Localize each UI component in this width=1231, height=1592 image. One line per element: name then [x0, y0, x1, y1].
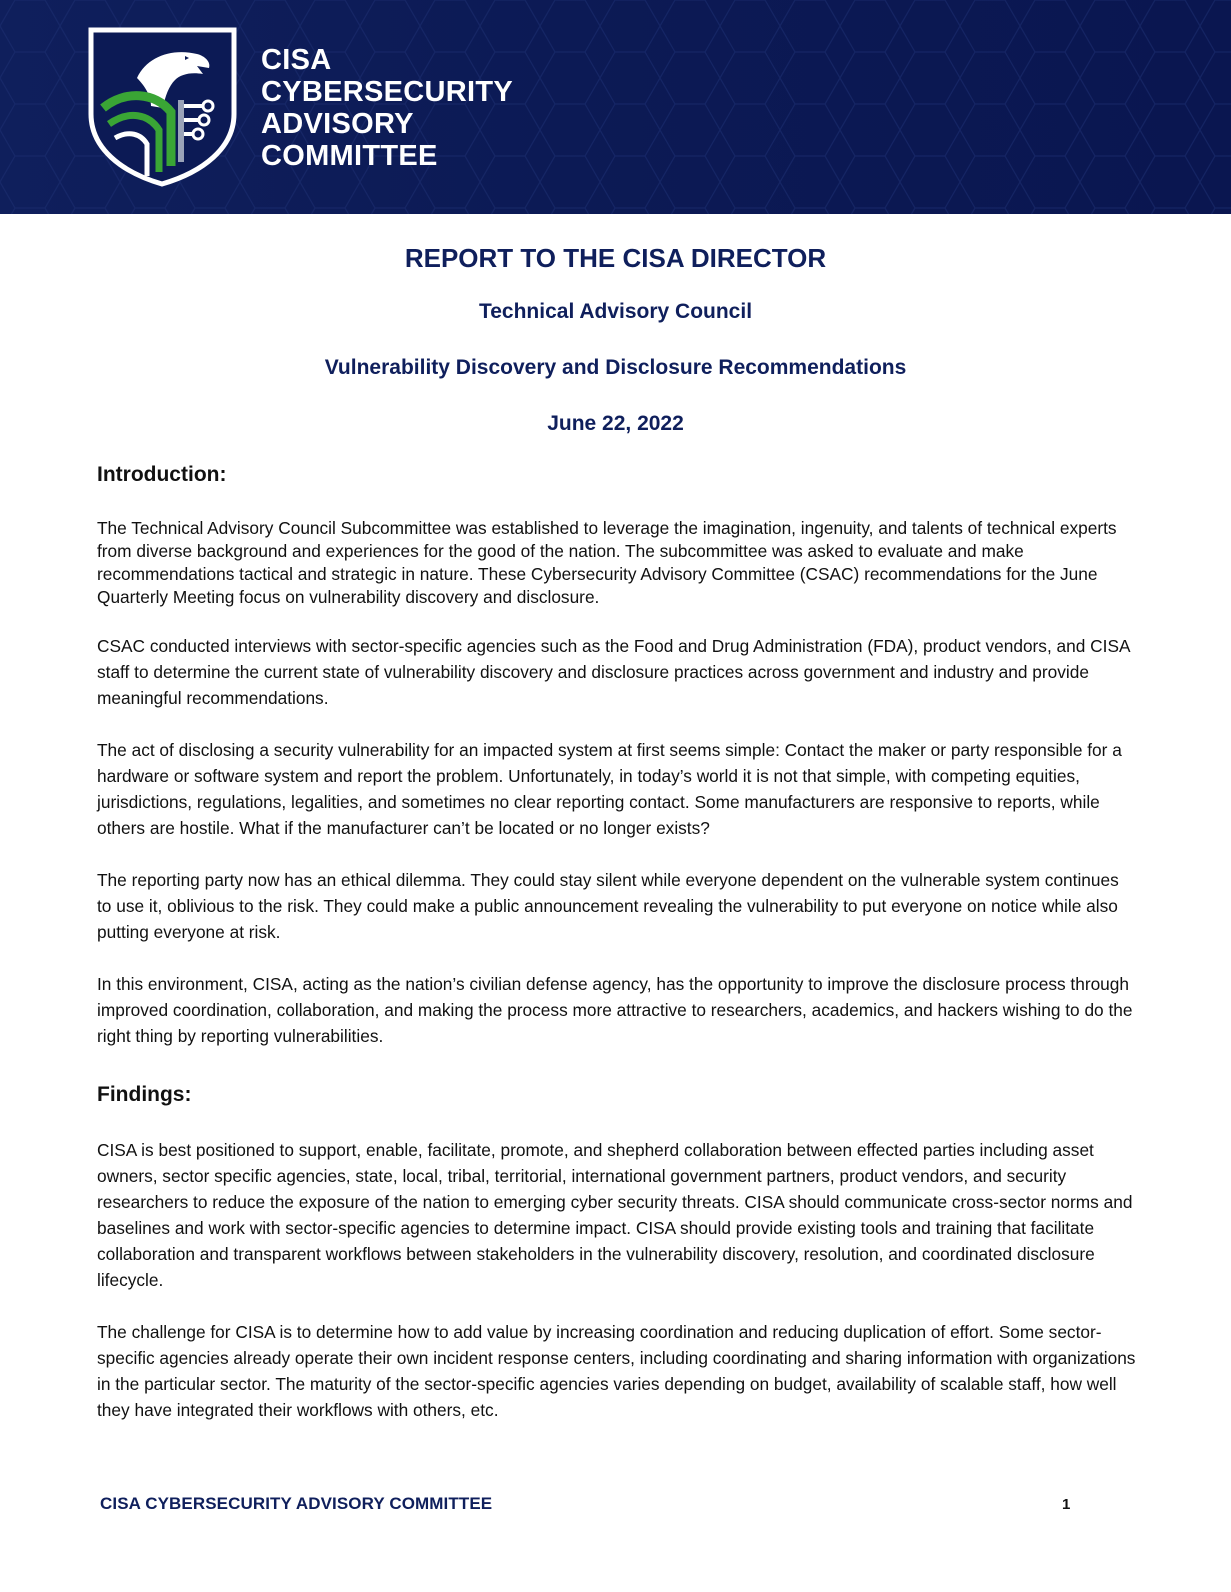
introduction-heading: Introduction:: [97, 463, 227, 486]
findings-heading: Findings:: [97, 1083, 192, 1106]
intro-paragraph: CSAC conducted interviews with sector-specific agencies such as the Food and Drug Administration (FDA), product vendors, and CISA staff to determine the current state of vulnerability discovery and disclosure practices across government and industry and provide meaningful recommendations.: [97, 636, 1130, 708]
report-date: June 22, 2022: [547, 412, 684, 435]
document-body: [97, 463, 1137, 1423]
findings-paragraph: CISA is best positioned to support, enable, facilitate, promote, and shepherd collaboration between effected parties including asset owners, sector specific agencies, state, local, tribal, territorial, international government partners, product vendors, and security researchers to reduce the exposure of the nation to emerging cyber security threats. CISA should communicate cross-sector norms and baselines and work with sector-specific agencies to determine impact. CISA should provide existing tools and training that facilitate collaboration and transparent workflows between stakeholders in the vulnerability discovery, resolution, and coordinated disclosure lifecycle.: [97, 1140, 1133, 1290]
org-name-line: ADVISORY: [261, 108, 414, 140]
intro-paragraph: The reporting party now has an ethical dilemma. They could stay silent while everyone dependent on the vulnerable system continues to use it, oblivious to the risk. They could make a public announcement revealing the vulnerability to put everyone on notice while also putting everyone at risk.: [97, 870, 1119, 942]
report-topic: Vulnerability Discovery and Disclosure Recommendations: [324, 356, 907, 379]
org-name-line: CISA: [261, 44, 332, 76]
report-title: REPORT TO THE CISA DIRECTOR: [404, 243, 827, 273]
findings-paragraph: The challenge for CISA is to determine how to add value by increasing coordination and reducing duplication of effort. Some sector-specific agencies already operate their own incident response centers, including coordinating and sharing information with organizations in the particular sector. The maturity of the sector-specific agencies varies depending on budget, availability of scalable staff, how well they have integrated their workflows with others, etc.: [97, 1322, 1136, 1420]
page-number: 1: [1062, 1496, 1071, 1513]
org-name-line: COMMITTEE: [261, 140, 438, 172]
intro-paragraph: The act of disclosing a security vulnerability for an impacted system at first seems simple: Contact the maker or party responsible for a hardware or software system and report the problem. Unfortunately, in today’s world it is not that simple, with competing equities, jurisdictions, regulations, legalities, and sometimes no clear reporting contact. Some manufacturers are responsive to reports, while others are hostile. What if the manufacturer can’t be located or no longer exists?: [97, 740, 1122, 838]
cisa-eagle-shield-logo: [85, 26, 240, 188]
org-name-line: CYBERSECURITY: [261, 76, 514, 108]
org-name: [261, 44, 513, 172]
header-banner: [0, 0, 1231, 214]
footer-org-label: CISA CYBERSECURITY ADVISORY COMMITTEE: [100, 1494, 493, 1513]
intro-paragraph: The Technical Advisory Council Subcommittee was established to leverage the imagination, ingenuity, and talents of technical experts from diverse background and experiences for the good of the nation. The subcommittee was asked to evaluate and make recommendations tactical and strategic in nature. These Cybersecurity Advisory Committee (CSAC) recommendations for the June Quarterly Meeting focus on vulnerability discovery and disclosure.: [97, 518, 1117, 607]
intro-paragraph: In this environment, CISA, acting as the nation’s civilian defense agency, has the opportunity to improve the disclosure process through improved coordination, collaboration, and making the process more attractive to researchers, academics, and hackers wishing to do the right thing by reporting vulnerabilities.: [97, 974, 1133, 1046]
report-subtitle: Technical Advisory Council: [478, 300, 753, 323]
